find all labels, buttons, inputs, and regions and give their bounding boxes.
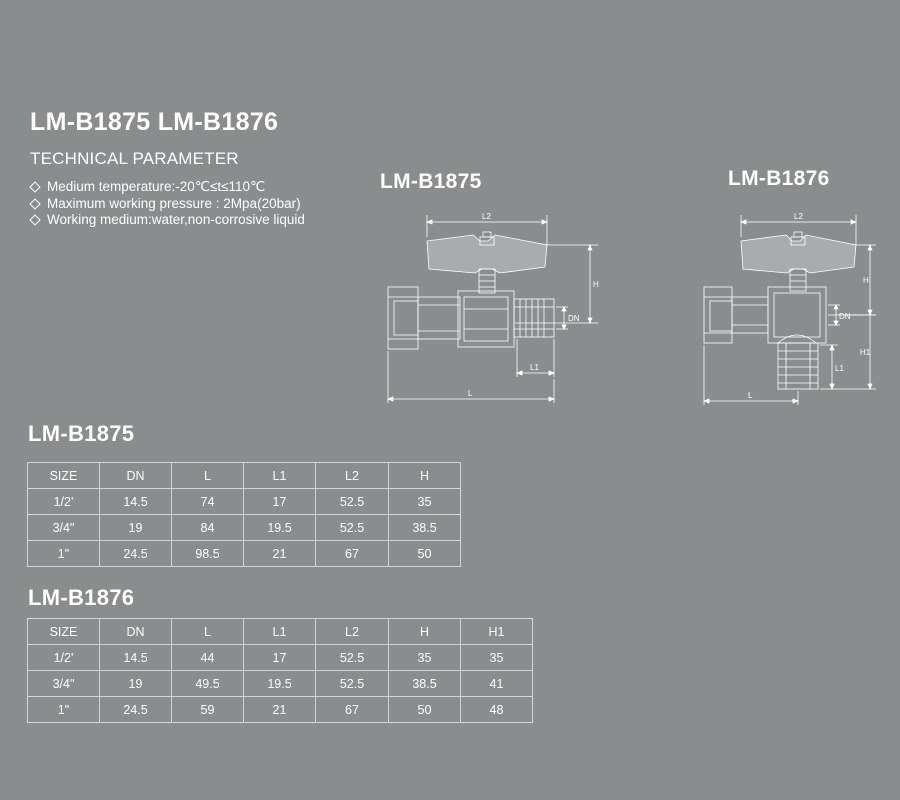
table-cell: 59 <box>172 697 244 723</box>
column-header: L <box>172 463 244 489</box>
table-cell: 50 <box>389 697 461 723</box>
drawing-label-b1876: LM-B1876 <box>728 167 830 190</box>
table-header-row <box>28 619 533 645</box>
table-header-row <box>28 463 461 489</box>
parameter-list <box>28 179 305 229</box>
dim-label-h: H <box>593 280 599 289</box>
table-cell: 41 <box>461 671 533 697</box>
table-cell: 52.5 <box>316 515 389 541</box>
table-cell: 1" <box>28 697 100 723</box>
column-header: L2 <box>316 463 389 489</box>
table-cell: 24.5 <box>100 541 172 567</box>
table-cell: 21 <box>244 697 316 723</box>
diamond-bullet-icon <box>29 182 40 193</box>
table-cell: 19.5 <box>244 671 316 697</box>
dim-label-l: L <box>748 391 753 400</box>
table-cell: 14.5 <box>100 489 172 515</box>
table-cell: 52.5 <box>316 671 389 697</box>
table-cell: 19 <box>100 671 172 697</box>
column-header: L1 <box>244 463 316 489</box>
table-cell: 14.5 <box>100 645 172 671</box>
table-cell: 35 <box>389 489 461 515</box>
parameter-text: Maximum working pressure : 2Mpa(20bar) <box>47 195 301 211</box>
table-cell: 48 <box>461 697 533 723</box>
drawing-b1876 <box>698 205 883 410</box>
column-header: L <box>172 619 244 645</box>
dim-label-l2: L2 <box>794 212 803 221</box>
spec-table-b1876 <box>27 618 533 723</box>
valve-straight-diagram <box>380 205 610 410</box>
table-cell: 3/4" <box>28 515 100 541</box>
table-cell: 1" <box>28 541 100 567</box>
dim-label-l: L <box>468 389 473 398</box>
dim-label-l1: L1 <box>530 363 539 372</box>
table-cell: 3/4" <box>28 671 100 697</box>
column-header: SIZE <box>28 463 100 489</box>
table-cell: 1/2' <box>28 489 100 515</box>
dim-label-dn: DN <box>839 312 851 321</box>
table-cell: 52.5 <box>316 489 389 515</box>
parameter-text: Medium temperature:-20℃≤t≤110℃ <box>47 179 266 194</box>
table-title-b1875: LM-B1875 <box>28 421 135 446</box>
column-header: DN <box>100 463 172 489</box>
dim-label-h: H <box>863 276 869 285</box>
table-title-b1876: LM-B1876 <box>28 585 135 610</box>
table-row <box>28 489 461 515</box>
dim-label-h1: H1 <box>860 348 871 357</box>
dim-label-l1: L1 <box>835 364 844 373</box>
table-cell: 24.5 <box>100 697 172 723</box>
table-cell: 38.5 <box>389 671 461 697</box>
page-title: LM-B1875 LM-B1876 <box>30 108 279 136</box>
column-header: L2 <box>316 619 389 645</box>
table-cell: 17 <box>244 489 316 515</box>
spec-table-b1875 <box>27 462 461 567</box>
drawing-b1875 <box>380 205 610 410</box>
dim-label-l2: L2 <box>482 212 491 221</box>
technical-parameter-heading: TECHNICAL PARAMETER <box>30 149 239 168</box>
column-header: H1 <box>461 619 533 645</box>
diamond-bullet-icon <box>29 198 40 209</box>
diamond-bullet-icon <box>29 215 40 226</box>
table-row <box>28 541 461 567</box>
column-header: SIZE <box>28 619 100 645</box>
table-cell: 52.5 <box>316 645 389 671</box>
table-cell: 17 <box>244 645 316 671</box>
table-cell: 98.5 <box>172 541 244 567</box>
table-row <box>28 697 533 723</box>
drawing-label-b1875: LM-B1875 <box>380 170 482 193</box>
parameter-item <box>28 212 305 229</box>
table-cell: 21 <box>244 541 316 567</box>
table-cell: 49.5 <box>172 671 244 697</box>
table-cell: 67 <box>316 697 389 723</box>
valve-angle-diagram <box>698 205 883 410</box>
dim-label-dn: DN <box>568 314 580 323</box>
table-cell: 84 <box>172 515 244 541</box>
table-row <box>28 515 461 541</box>
parameter-item <box>28 196 305 213</box>
table-cell: 19.5 <box>244 515 316 541</box>
table-cell: 35 <box>461 645 533 671</box>
table-cell: 67 <box>316 541 389 567</box>
parameter-text: Working medium:water,non-corrosive liquid <box>47 212 305 227</box>
table-cell: 74 <box>172 489 244 515</box>
column-header: DN <box>100 619 172 645</box>
table-row <box>28 645 533 671</box>
table-cell: 1/2' <box>28 645 100 671</box>
column-header: L1 <box>244 619 316 645</box>
parameter-item <box>28 179 305 196</box>
column-header: H <box>389 463 461 489</box>
table-cell: 19 <box>100 515 172 541</box>
table-cell: 35 <box>389 645 461 671</box>
table-cell: 50 <box>389 541 461 567</box>
table-cell: 44 <box>172 645 244 671</box>
table-row <box>28 671 533 697</box>
column-header: H <box>389 619 461 645</box>
table-cell: 38.5 <box>389 515 461 541</box>
